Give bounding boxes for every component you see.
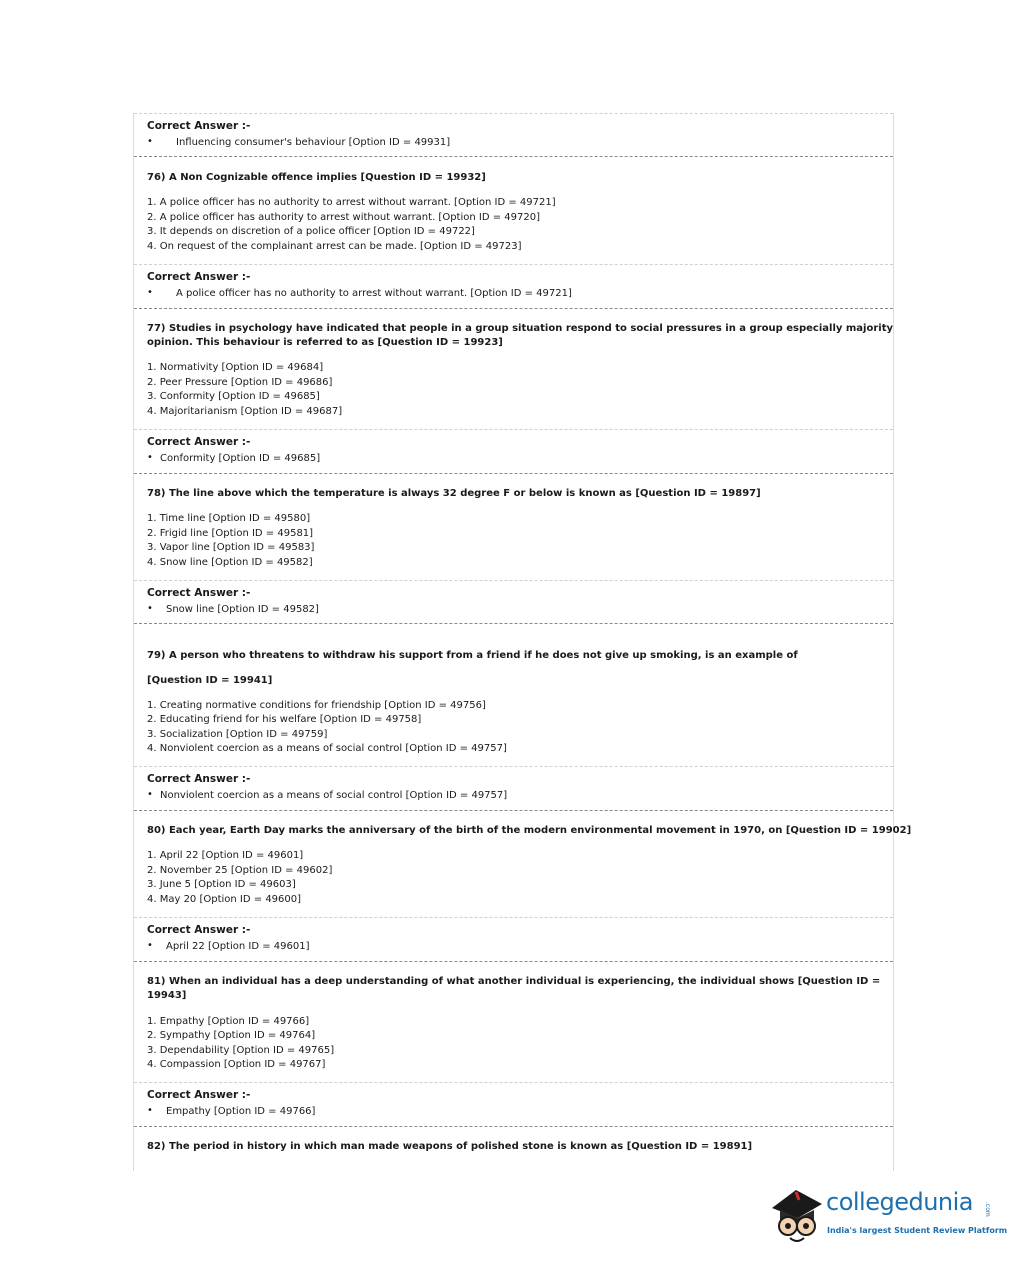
divider [134, 580, 893, 581]
question-separator [134, 308, 893, 309]
option: 1. April 22 [Option ID = 49601] [147, 850, 304, 861]
question-separator [134, 1126, 893, 1127]
option: 1. Empathy [Option ID = 49766] [147, 1016, 310, 1027]
question-77-line1: 77) Studies in psychology have indicated that people in a group situation respond to social pressures in a group especially majority [147, 323, 894, 334]
divider [134, 113, 893, 114]
option: 2. A police officer has authority to arrest without warrant. [Option ID = 49720] [147, 212, 540, 223]
correct-answer: Empathy [Option ID = 49766] [166, 1106, 316, 1117]
correct-answer: Conformity [Option ID = 49685] [160, 453, 321, 464]
option: 2. Educating friend for his welfare [Option ID = 49758] [147, 714, 422, 725]
option: 4. On request of the complainant arrest can be made. [Option ID = 49723] [147, 241, 522, 252]
divider [134, 264, 893, 265]
question-81-line1: 81) When an individual has a deep understanding of what another individual is experiencing, the individual shows [Question ID = [147, 976, 881, 987]
question-separator [134, 473, 893, 474]
question-separator [134, 810, 893, 811]
option: 2. November 25 [Option ID = 49602] [147, 865, 333, 876]
option: 4. Snow line [Option ID = 49582] [147, 557, 313, 568]
question-82: 82) The period in history in which man made weapons of polished stone is known as [Question ID = 19891] [147, 1141, 753, 1152]
bullet-icon: • [147, 136, 153, 147]
option: 2. Sympathy [Option ID = 49764] [147, 1030, 316, 1041]
bullet-icon: • [147, 1105, 153, 1116]
option: 4. Compassion [Option ID = 49767] [147, 1059, 326, 1070]
option: 2. Peer Pressure [Option ID = 49686] [147, 377, 333, 388]
mascot-icon [766, 1178, 826, 1248]
option: 1. Creating normative conditions for friendship [Option ID = 49756] [147, 700, 486, 711]
option: 4. Nonviolent coercion as a means of social control [Option ID = 49757] [147, 743, 507, 754]
divider [134, 1082, 893, 1083]
bullet-icon: • [147, 789, 153, 800]
correct-answer: Snow line [Option ID = 49582] [166, 604, 319, 615]
question-79-line1: 79) A person who threatens to withdraw his support from a friend if he does not give up smoking, is an example of [147, 650, 798, 661]
question-separator [134, 961, 893, 962]
divider [134, 917, 893, 918]
bullet-icon: • [147, 452, 153, 463]
correct-answer: Influencing consumer's behaviour [Option ID = 49931] [176, 137, 451, 148]
option: 1. A police officer has no authority to arrest without warrant. [Option ID = 49721] [147, 197, 556, 208]
option: 3. It depends on discretion of a police officer [Option ID = 49722] [147, 226, 475, 237]
question-81-line2: 19943] [147, 990, 187, 1001]
bullet-icon: • [147, 940, 153, 951]
correct-answer-label: Correct Answer :- [147, 1089, 251, 1101]
option: 3. Conformity [Option ID = 49685] [147, 391, 320, 402]
question-79-line2: [Question ID = 19941] [147, 675, 273, 686]
option: 1. Time line [Option ID = 49580] [147, 513, 311, 524]
correct-answer: A police officer has no authority to arrest without warrant. [Option ID = 49721] [176, 288, 572, 299]
option: 4. Majoritarianism [Option ID = 49687] [147, 406, 343, 417]
option: 3. Dependability [Option ID = 49765] [147, 1045, 335, 1056]
divider [134, 429, 893, 430]
question-separator [134, 156, 893, 157]
correct-answer-label: Correct Answer :- [147, 924, 251, 936]
logo-wordmark: collegedunia [826, 1188, 974, 1216]
option: 3. Vapor line [Option ID = 49583] [147, 542, 315, 553]
question-separator [134, 623, 893, 624]
option: 3. Socialization [Option ID = 49759] [147, 729, 328, 740]
bullet-icon: • [147, 603, 153, 614]
option: 3. June 5 [Option ID = 49603] [147, 879, 296, 890]
correct-answer-label: Correct Answer :- [147, 120, 251, 132]
correct-answer-label: Correct Answer :- [147, 773, 251, 785]
bullet-icon: • [147, 287, 153, 298]
option: 4. May 20 [Option ID = 49600] [147, 894, 302, 905]
question-76: 76) A Non Cognizable offence implies [Question ID = 19932] [147, 172, 486, 183]
exam-page [133, 113, 912, 1171]
correct-answer-label: Correct Answer :- [147, 587, 251, 599]
correct-answer-label: Correct Answer :- [147, 271, 251, 283]
correct-answer: Nonviolent coercion as a means of social control [Option ID = 49757] [160, 790, 508, 801]
collegedunia-logo [766, 1178, 1008, 1248]
question-77-line2: opinion. This behaviour is referred to as [Question ID = 19923] [147, 337, 503, 348]
logo-tagline: India's largest Student Review Platform [827, 1226, 1008, 1235]
option: 2. Frigid line [Option ID = 49581] [147, 528, 314, 539]
correct-answer-label: Correct Answer :- [147, 436, 251, 448]
question-78: 78) The line above which the temperature is always 32 degree F or below is known as [Question ID = 19897] [147, 488, 761, 499]
divider [134, 766, 893, 767]
option: 1. Normativity [Option ID = 49684] [147, 362, 324, 373]
question-80: 80) Each year, Earth Day marks the anniversary of the birth of the modern environmental movement in 1970, on [Question ID = 19902] [147, 825, 912, 836]
logo-com: .com [984, 1202, 991, 1217]
correct-answer: April 22 [Option ID = 49601] [166, 941, 310, 952]
